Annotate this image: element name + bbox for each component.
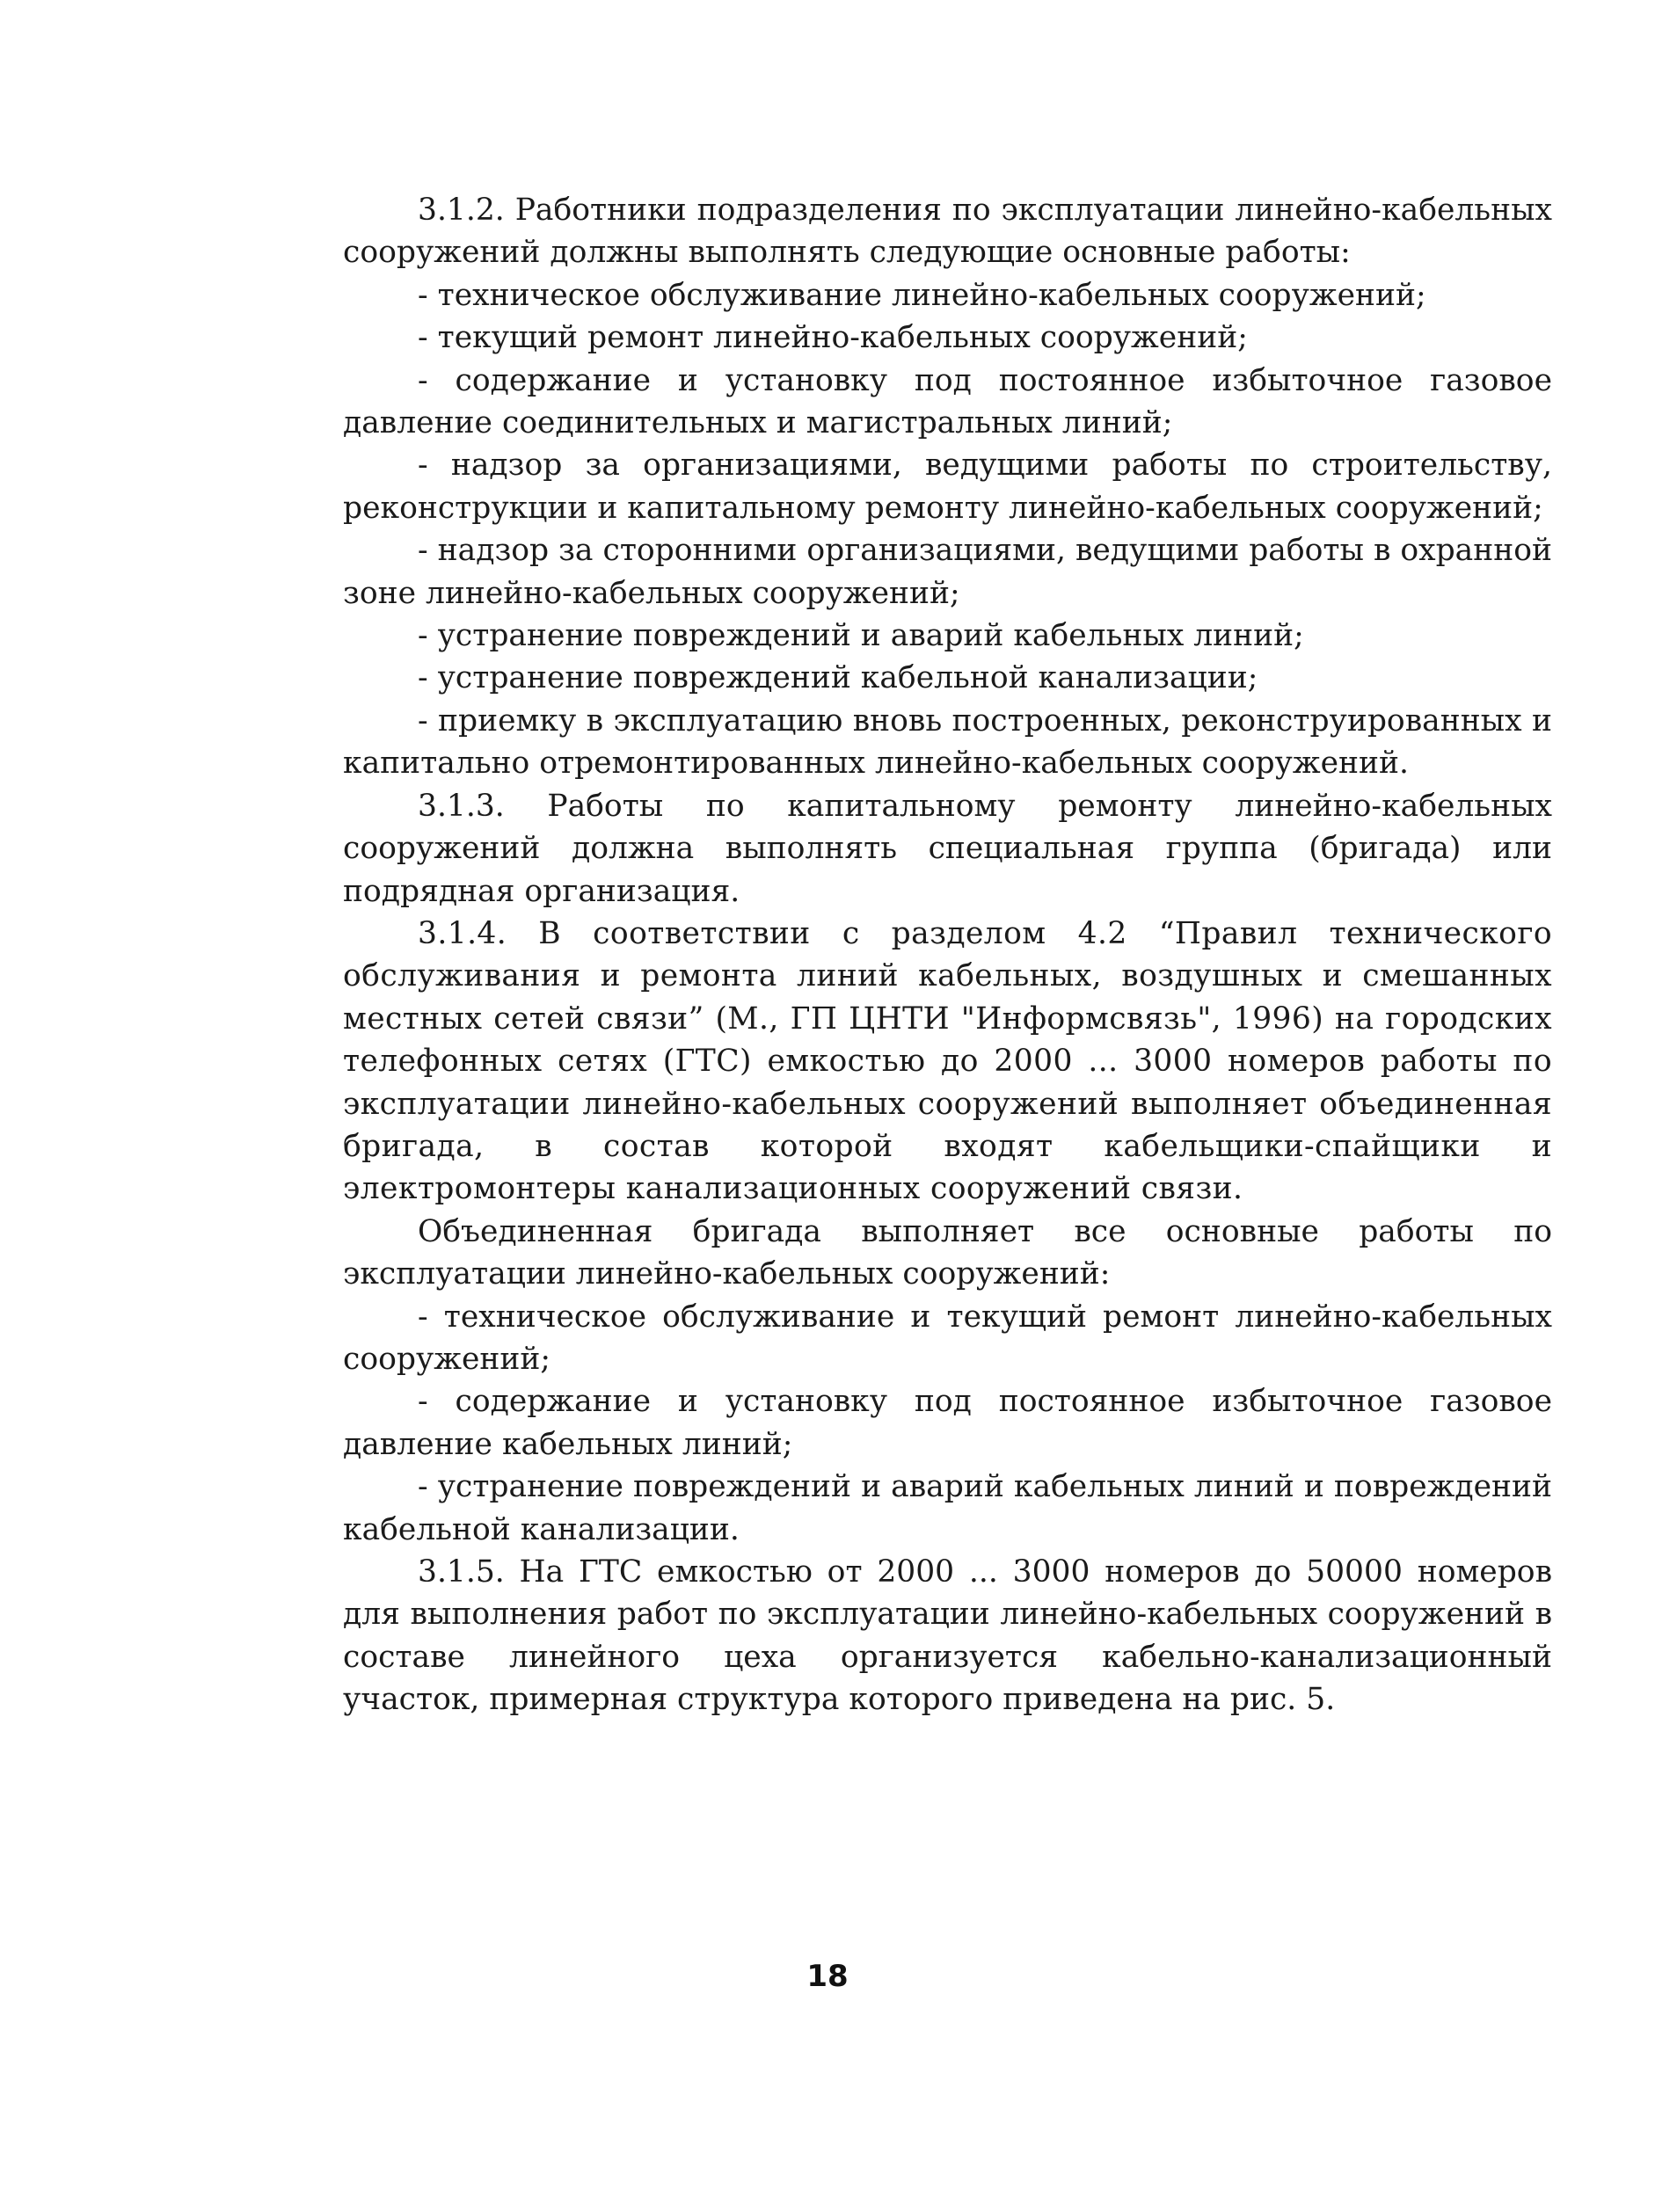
list-item: - техническое обслуживание линейно-кабельных сооружений; xyxy=(418,277,1426,313)
paragraph-3-1-2: 3.1.2. Работники подразделения по эксплуатации линейно-кабельных сооружений должны выполнять следующие основные работы: xyxy=(343,193,1552,271)
list-item: - содержание и установку под постоянное избыточное газовое давление соединительных и магистральных линий; xyxy=(343,362,1552,441)
list-item: - устранение повреждений и аварий кабельных линий; xyxy=(418,618,1304,654)
list-item: - техническое обслуживание и текущий ремонт линейно-кабельных сооружений; xyxy=(343,1299,1552,1377)
paragraph-3-1-4: 3.1.4. В соответствии с разделом 4.2 “Правил технического обслуживания и ремонта линий кабельных, воздушных и смешанных местных сетей связи” (М., ГП ЦНТИ "Информсвязь", 1996) на городских телефонных сетях (ГТС) емкостью до 2000 ... 3000 номеров работы по эксплуатации линейно-кабельных сооружений выполняет объединенная бригада, в состав которой входят кабельщики-спайщики и электромонтеры канализационных сооружений связи. xyxy=(343,915,1552,1207)
paragraph-combined-brigade: Объединенная бригада выполняет все основные работы по эксплуатации линейно-кабельных сооружений: xyxy=(343,1213,1552,1292)
page-number: 18 xyxy=(806,1959,849,1994)
list-item: - надзор за организациями, ведущими работы по строительству, реконструкции и капитальному ремонту линейно-кабельных сооружений; xyxy=(343,447,1552,526)
body-text xyxy=(343,189,1552,1721)
list-item: - текущий ремонт линейно-кабельных сооружений; xyxy=(418,320,1248,356)
list-item: - содержание и установку под постоянное избыточное газовое давление кабельных линий; xyxy=(343,1384,1552,1462)
paragraph-3-1-5: 3.1.5. На ГТС емкостью от 2000 ... 3000 номеров до 50000 номеров для выполнения работ по эксплуатации линейно-кабельных сооружений в составе линейного цеха организуется кабельно-канализационный участок, примерная структура которого приведена на рис. 5. xyxy=(343,1554,1552,1718)
list-item: - приемку в эксплуатацию вновь построенных, реконструированных и капитально отремонтированных линейно-кабельных сооружений. xyxy=(343,702,1552,782)
list-item: - устранение повреждений и аварий кабельных линий и повреждений кабельной канализации. xyxy=(343,1469,1552,1547)
list-item: - устранение повреждений кабельной канализации; xyxy=(418,660,1258,696)
paragraph-3-1-3: 3.1.3. Работы по капитальному ремонту линейно-кабельных сооружений должна выполнять специальная группа (бригада) или подрядная организация. xyxy=(343,788,1552,909)
list-item: - надзор за сторонними организациями, ведущими работы в охранной зоне линейно-кабельных сооружений; xyxy=(343,533,1552,611)
